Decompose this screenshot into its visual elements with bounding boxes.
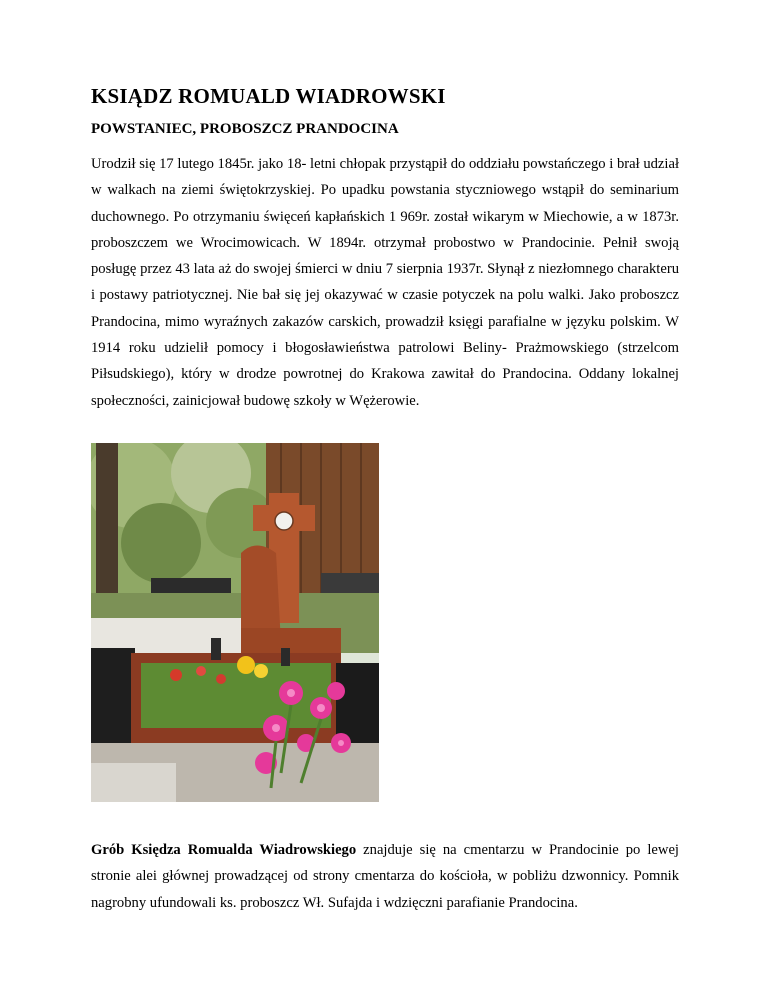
caption-bold-text: Grób Księdza Romualda Wiadrowskiego	[91, 842, 357, 858]
grave-photo	[91, 443, 379, 802]
biography-paragraph: Urodził się 17 lutego 1845r. jako 18- letni chłopak przystąpił do oddziału powstańczego i brał udział w walkach na ziemi świętokrzyskiej. Po upadku powstania styczniowego wstąpił do seminarium duchownego. Po otrzymaniu święceń kapłańskich 1 969r. został wikarym w Miechowie, a w 1873r. proboszczem we Wrocimowicach. W 1894r. otrzymał probostwo w Prandocinie. Pełnił swoją posługę przez 43 lata aż do swojej śmierci w dniu 7 sierpnia 1937r. Słynął z niezłomnego charakteru i postawy patriotycznej. Nie bał się jej okazywać w czasie potyczek na polu walki. Jako proboszcz Prandocina, mimo wyraźnych zakazów carskich, prowadził księgi parafialne w języku polskim. W 1914 roku udzielił pomocy i błogosławieństwa patrolowi Beliny- Prażmowskiego (strzelcom Piłsudskiego), który w drodze powrotnej do Krakowa zawitał do Prandocina. Oddany lokalnej społeczności, zainicjował budowę szkoły w Wężerowie.	[91, 156, 679, 409]
document-subtitle: POWSTANIEC, PROBOSZCZ PRANDOCINA	[91, 121, 399, 137]
caption-text: znajduje się na cmentarzu w Prandocinie po lewej stronie alei głównej prowadzącej od strony cmentarza do kościoła, w pobliżu dzwonnicy. Pomnik nagrobny ufundowali ks. proboszcz Wł. Sufajda i wdzięczni parafianie Prandocina.	[91, 842, 679, 911]
photo-caption	[91, 837, 679, 916]
document-title: KSIĄDZ ROMUALD WIADROWSKI	[91, 84, 446, 108]
